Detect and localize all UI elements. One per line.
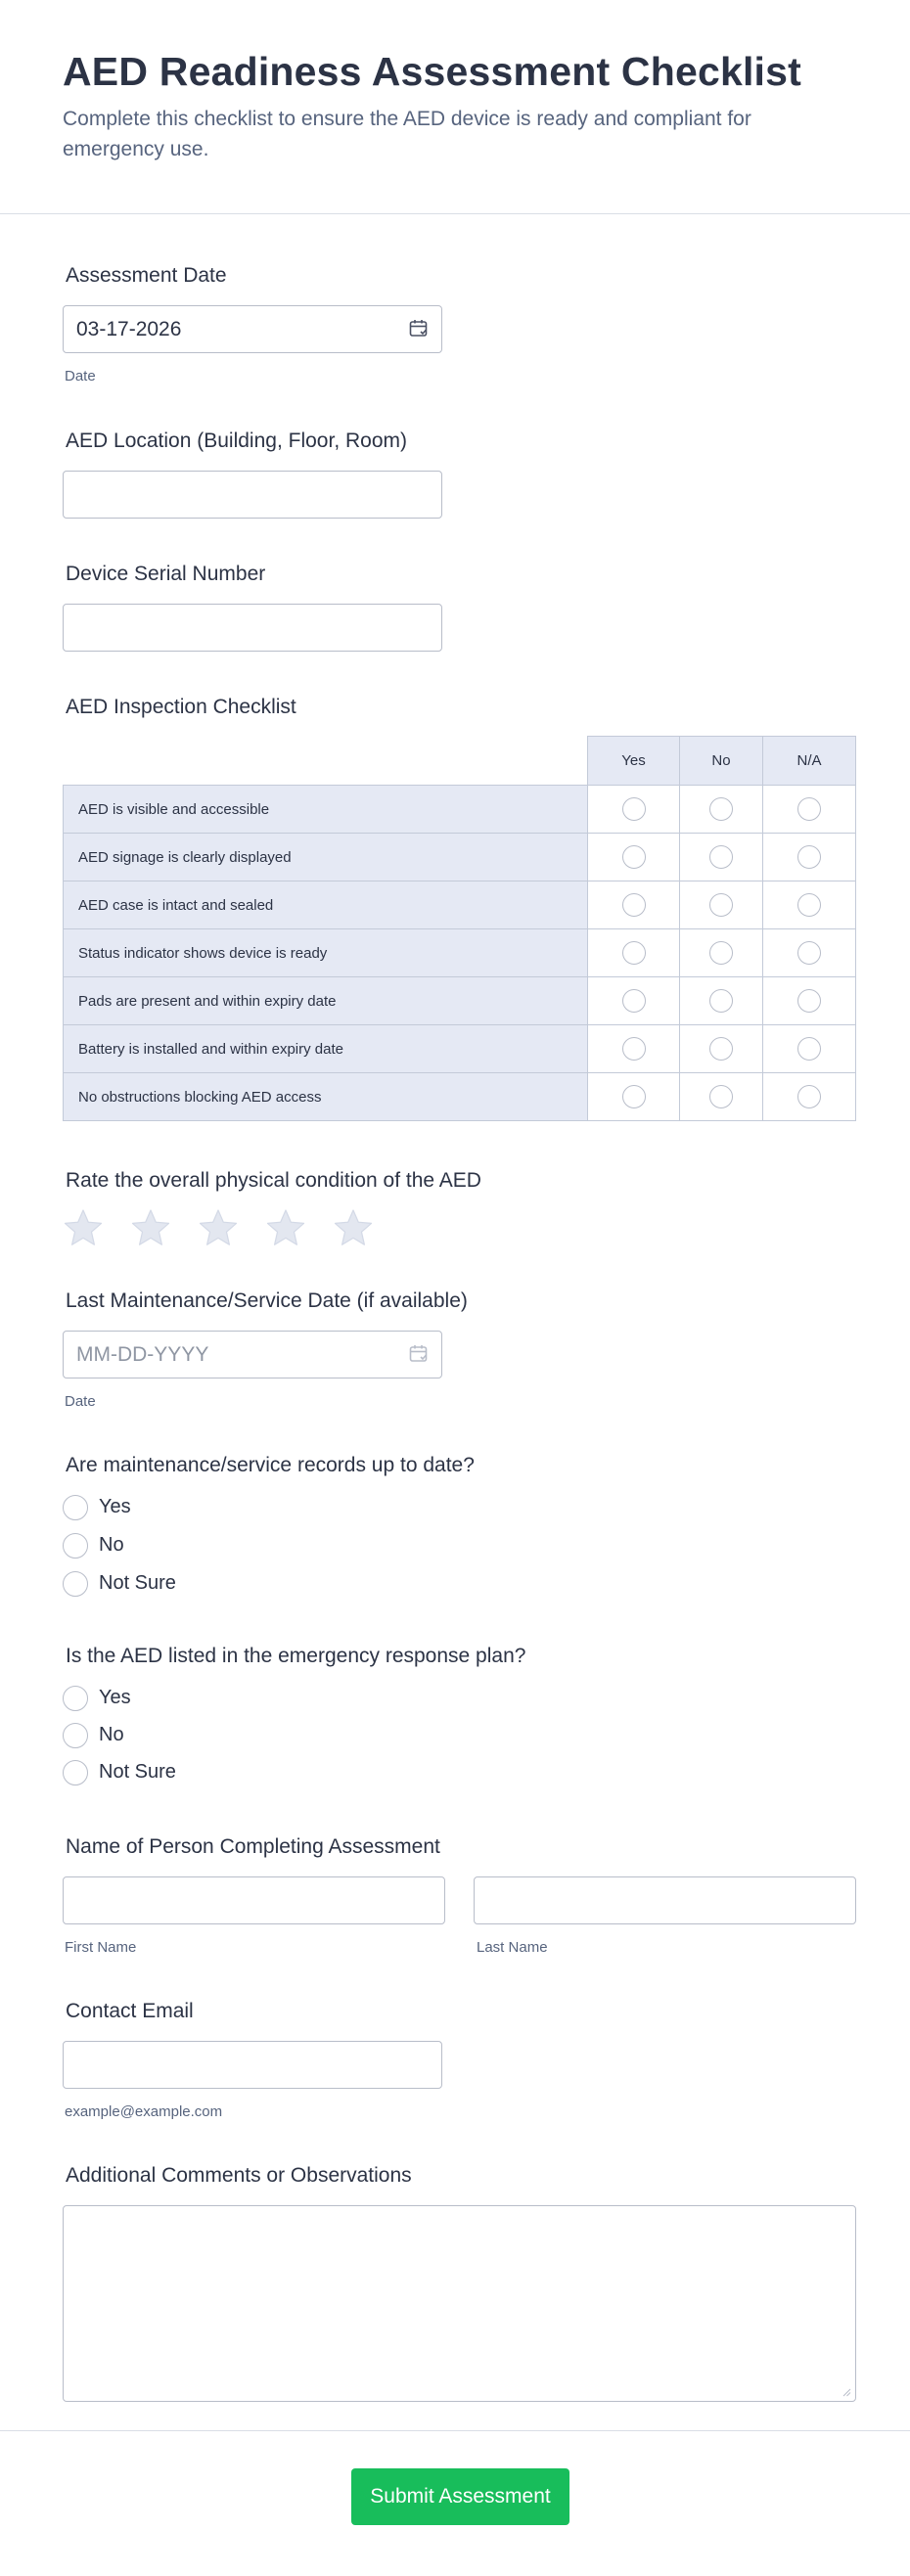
matrix-row-label: AED signage is clearly displayed [64,834,588,881]
matrix-cell [763,834,856,881]
form-header [0,0,910,214]
checklist-label: AED Inspection Checklist [66,696,296,718]
inspection-matrix [63,736,856,1121]
radio-option-label: No [99,1534,124,1556]
matrix-column-yes: Yes [588,737,680,786]
radio-button[interactable] [63,1495,88,1520]
matrix-radio-yes[interactable] [622,893,646,917]
matrix-cell [763,977,856,1025]
matrix-radio-na[interactable] [797,941,821,965]
matrix-cell [680,834,763,881]
first-name-sublabel: First Name [65,1939,137,1956]
calendar-icon[interactable] [408,1343,430,1365]
name-label: Name of Person Completing Assessment [66,1835,440,1858]
resize-handle-icon[interactable] [842,2387,851,2397]
rating-label: Rate the overall physical condition of the AED [66,1169,481,1192]
radio-option-label: Yes [99,1687,131,1708]
maintenance-date-placeholder: MM-DD-YYYY [76,1343,209,1366]
radio-button[interactable] [63,1723,88,1748]
radio-option-label: No [99,1724,124,1745]
matrix-radio-yes[interactable] [622,845,646,869]
star-icon[interactable] [130,1207,171,1248]
calendar-icon[interactable] [408,318,430,339]
form-subtitle: Complete this checklist to ensure the AED device is ready and compliant for emergency use. [63,108,751,160]
comments-wrapper [63,2205,856,2402]
matrix-radio-yes[interactable] [622,797,646,821]
matrix-cell [588,834,680,881]
star-icon[interactable] [265,1207,306,1248]
matrix-row-label: Pads are present and within expiry date [64,977,588,1025]
form-title: AED Readiness Assessment Checklist [63,49,801,94]
last-name-input[interactable] [474,1876,856,1924]
matrix-radio-no[interactable] [709,1037,733,1061]
matrix-radio-na[interactable] [797,989,821,1013]
matrix-radio-no[interactable] [709,1085,733,1108]
matrix-cell [763,929,856,977]
submit-button[interactable]: Submit Assessment [351,2468,569,2525]
matrix-radio-yes[interactable] [622,1037,646,1061]
matrix-cell [588,1025,680,1073]
assessment-date-input[interactable] [63,305,442,353]
matrix-row-label: No obstructions blocking AED access [64,1073,588,1121]
matrix-cell [588,929,680,977]
matrix-row-label: AED case is intact and sealed [64,881,588,929]
radio-button[interactable] [63,1686,88,1711]
matrix-row [64,881,856,929]
matrix-cell [588,977,680,1025]
matrix-cell [588,1073,680,1121]
matrix-cell [763,1025,856,1073]
matrix-radio-na[interactable] [797,1037,821,1061]
matrix-cell [680,929,763,977]
maintenance-date-label: Last Maintenance/Service Date (if available) [66,1289,468,1312]
location-input[interactable] [63,471,442,519]
matrix-row [64,834,856,881]
matrix-radio-yes[interactable] [622,1085,646,1108]
matrix-cell [588,786,680,834]
matrix-row [64,786,856,834]
matrix-row [64,929,856,977]
matrix-row-label: Status indicator shows device is ready [64,929,588,977]
matrix-cell [680,1025,763,1073]
matrix-row-label: AED is visible and accessible [64,786,588,834]
comments-textarea[interactable] [63,2205,856,2402]
maintenance-date-input[interactable] [63,1331,442,1378]
radio-option-label: Not Sure [99,1761,176,1783]
radio-button[interactable] [63,1571,88,1597]
matrix-radio-no[interactable] [709,989,733,1013]
star-icon[interactable] [333,1207,374,1248]
radio-option-label: Not Sure [99,1572,176,1594]
matrix-cell [680,881,763,929]
matrix-radio-na[interactable] [797,893,821,917]
matrix-row [64,1073,856,1121]
maintenance-date-sublabel: Date [65,1393,96,1410]
matrix-corner [64,737,588,786]
matrix-row [64,1025,856,1073]
radio-option-label: Yes [99,1496,131,1517]
matrix-cell [763,786,856,834]
matrix-cell [680,1073,763,1121]
matrix-cell [763,1073,856,1121]
email-label: Contact Email [66,2000,194,2022]
radio-button[interactable] [63,1760,88,1785]
star-icon[interactable] [63,1207,104,1248]
assessment-date-value: 03-17-2026 [76,318,182,340]
matrix-radio-na[interactable] [797,797,821,821]
matrix-row-label: Battery is installed and within expiry date [64,1025,588,1073]
serial-input[interactable] [63,604,442,652]
matrix-row [64,977,856,1025]
email-sublabel: example@example.com [65,2103,223,2120]
radio-button[interactable] [63,1533,88,1559]
matrix-column-na: N/A [763,737,856,786]
serial-label: Device Serial Number [66,563,266,585]
comments-label: Additional Comments or Observations [66,2164,412,2187]
matrix-cell [588,881,680,929]
last-name-sublabel: Last Name [477,1939,548,1956]
matrix-radio-na[interactable] [797,845,821,869]
location-label: AED Location (Building, Floor, Room) [66,429,407,452]
matrix-radio-yes[interactable] [622,989,646,1013]
star-icon[interactable] [198,1207,239,1248]
matrix-cell [680,786,763,834]
email-input[interactable] [63,2041,442,2089]
matrix-radio-no[interactable] [709,941,733,965]
footer-divider [0,2430,910,2431]
matrix-radio-na[interactable] [797,1085,821,1108]
plan-question-label: Is the AED listed in the emergency response plan? [66,1645,526,1667]
matrix-radio-no[interactable] [709,845,733,869]
matrix-cell [763,881,856,929]
assessment-date-sublabel: Date [65,368,96,384]
matrix-radio-no[interactable] [709,893,733,917]
first-name-input[interactable] [63,1876,445,1924]
matrix-column-no: No [680,737,763,786]
matrix-cell [680,977,763,1025]
assessment-date-label: Assessment Date [66,264,227,287]
matrix-radio-no[interactable] [709,797,733,821]
matrix-radio-yes[interactable] [622,941,646,965]
records-question-label: Are maintenance/service records up to date? [66,1454,475,1476]
